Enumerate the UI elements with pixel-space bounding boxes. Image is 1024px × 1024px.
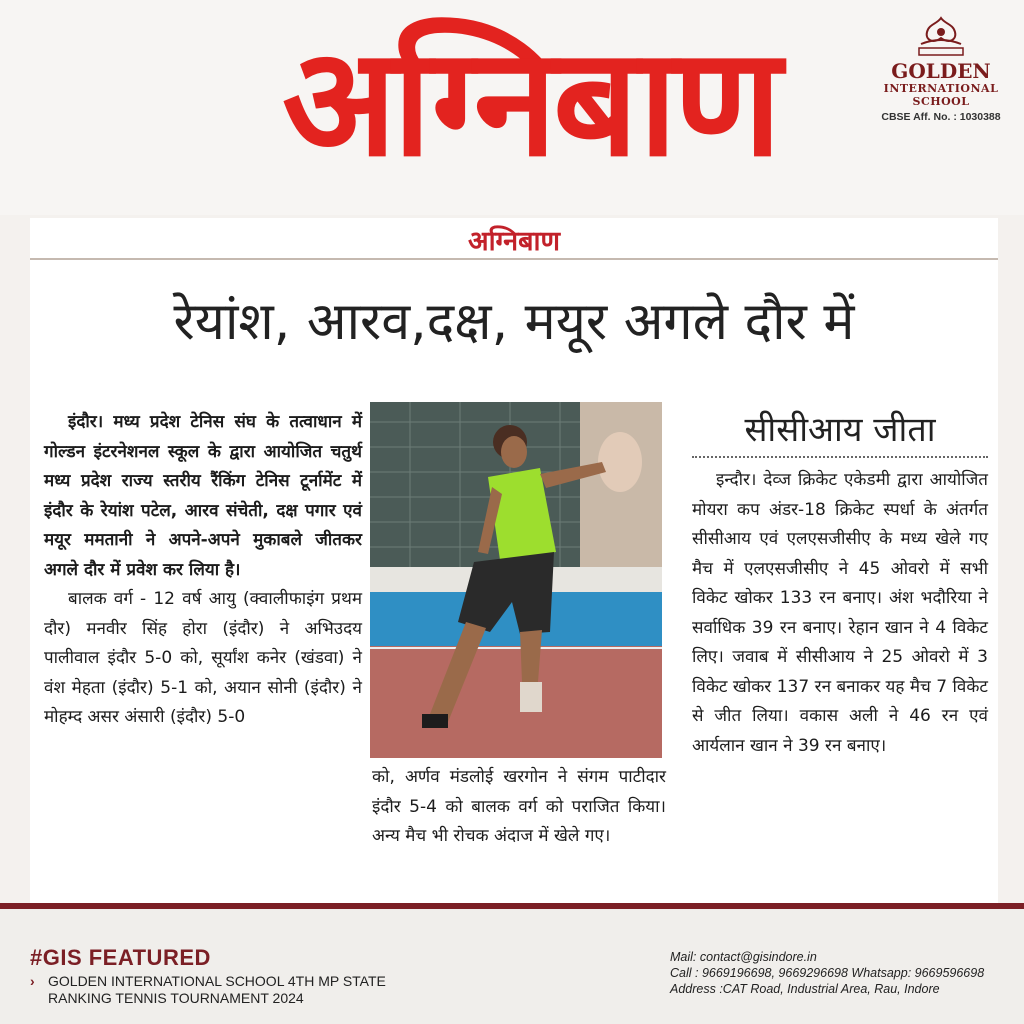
featured-description [30, 973, 450, 1007]
school-logo [876, 14, 1006, 123]
newspaper-masthead-title: अग्निबाण [282, 16, 778, 190]
side-divider [692, 456, 988, 458]
newspaper-clipping [30, 218, 998, 903]
article-left-column [44, 408, 362, 733]
headline: रेयांश, आरव,दक्ष, मयूर अगले दौर में [173, 292, 855, 352]
featured-description-text: GOLDEN INTERNATIONAL SCHOOL 4TH MP STATE RANKING TENNIS TOURNAMENT 2024 [48, 973, 386, 1006]
divider [30, 258, 998, 260]
contact-mail[interactable]: Mail: contact@gisindore.in [670, 950, 817, 964]
article-continuation: को, अर्णव मंडलोई खरगोन ने संगम पाटीदार इंदौर 5-4 को बालक वर्ग को पराजित किया। अन्य मैच भी रोचक अंदाज में खेले गए। [372, 767, 666, 846]
clipping-brand: अग्निबाण [467, 226, 561, 257]
article-right-column [692, 466, 988, 761]
contact-call: Call : 9669196698, 9669296698 Whatsapp: 9669596698 [670, 966, 985, 980]
tennis-player-photo [370, 402, 662, 758]
logo-affiliation: CBSE Aff. No. : 1030388 [881, 111, 1001, 123]
article-para-2: बालक वर्ग - 12 वर्ष आयु (क्वालीफाइंग प्रथम दौर) मनवीर सिंह होरा (इंदौर) ने अभिउदय पालीवाल इंदौर 5-0 को, सूर्यांश कनेर (खंडवा) ने वंश मेहता (इंदौर) 5-1 को, अयान सोनी (इंदौर) ने मोहम्द असर अंसारी (इंदौर) 5-0 [44, 589, 362, 727]
featured-tag: #GIS FEATURED [30, 945, 211, 970]
logo-sub-1: INTERNATIONAL [883, 82, 999, 95]
side-article-text: इन्दौर। देव्ज क्रिकेट एकेडमी द्वारा आयोजित मोयरा कप अंडर-18 क्रिकेट स्पर्धा के अंतर्गत सीसीआय एवं एलएसजीसीए के मध्य खेले गए मैच में एलएसजीसीए ने 45 ओवरो में सभी विकेट खोकर 133 रन बनाए। अंश भदौरिया ने सर्वाधिक 39 रन बनाए। रेहान खान ने 4 विकेट लिए। जवाब में सीसीआय ने 25 ओवरो में 3 विकेट खोकर 137 रन बनाकर यह मैच 7 विकेट से जीत लिया। वकास अली ने 46 रन एवं आर्यलान खान ने 39 रन बनाए। [692, 470, 988, 756]
masthead [0, 0, 1024, 215]
contact-address: Address :CAT Road, Industrial Area, Rau, Indore [670, 982, 940, 996]
logo-name: GOLDEN [891, 59, 991, 83]
footer [0, 909, 1024, 1024]
contact-info [670, 949, 1010, 997]
article-mid-column [372, 763, 666, 852]
side-headline: सीसीआय जीता [744, 410, 936, 450]
chevron-right-icon: › [30, 973, 35, 989]
crest-icon [911, 14, 971, 58]
logo-sub-2: SCHOOL [912, 95, 970, 108]
article-para-1: इंदौर। मध्य प्रदेश टेनिस संघ के तत्वाधान में गोल्डन इंटरनेशनल स्कूल के द्वारा आयोजित चतुर्थ मध्य प्रदेश राज्य स्तरीय रैंकिंग टेनिस टूर्नामेंट में इंदौर के रेयांश पटेल, आरव संचेती, दक्ष पगार एवं मयूर ममतानी ने अपने-अपने मुकाबले जीतकर अगले दौर में प्रवेश कर लिया है। [44, 412, 362, 580]
